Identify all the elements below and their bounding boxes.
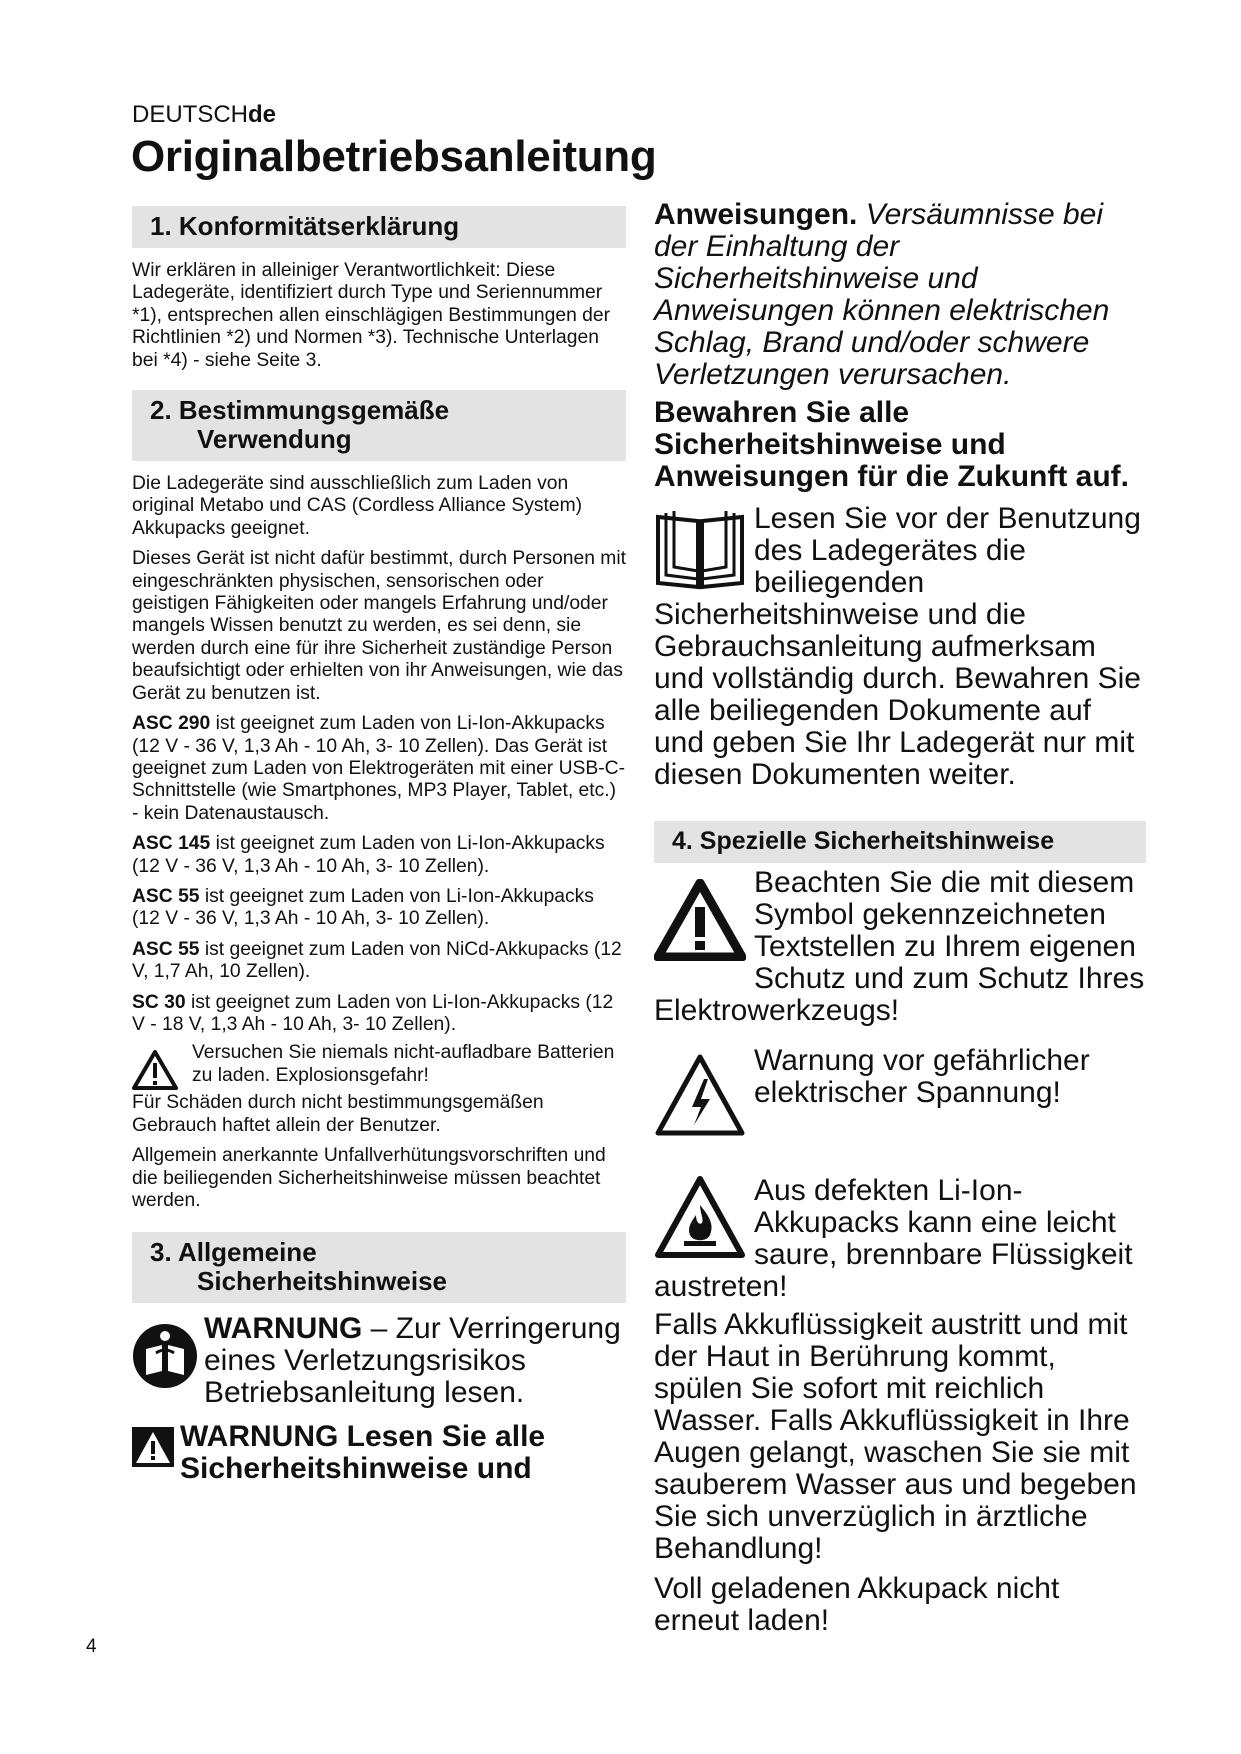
read-instructions-block: Lesen Sie vor der Benutzung des Ladegerätes die beiliegenden Sicherheitshinweise und die Gebrauchsanleitung aufmerksam und vollständig durch. Bewahren Sie alle beiliegenden Dokumente auf und geben Sie Ihr Ladegerät nur mit diesen Dokumenten weiter. bbox=[654, 503, 1141, 791]
model-paragraph: SC 30 ist geeignet zum Laden von Li-Ion-Akkupacks (12 V - 18 V, 1,3 Ah - 10 Ah, 3- 10 Zellen). bbox=[132, 991, 614, 1035]
warning-triangle-filled-icon bbox=[132, 1427, 174, 1467]
flammable-warning-block: Aus defekten Li-Ion-Akkupacks kann eine leicht saure, brennbare Flüssigkeit austreten! bbox=[654, 1175, 1133, 1303]
language-name: DEUTSCH bbox=[132, 101, 249, 128]
symbol-warning-block: Beachten Sie die mit diesem Symbol gekennzeichneten Textstellen zu Ihrem eigenen Schutz und zum Schutz Ihres Elektrowerkzeugs! bbox=[654, 867, 1145, 1027]
model-paragraph: ASC 290 ist geeignet zum Laden von Li-Ion-Akkupacks (12 V - 36 V, 1,3 Ah - 10 Ah, 3- 10 Zellen). Das Gerät ist geeignet zum Laden von Elektrogeräten mit einer USB-C-Schnittstelle (wie Smartphones, MP3 Player, Tablet, etc.) - kein Datenaustausch. bbox=[132, 713, 625, 824]
open-book-icon bbox=[654, 507, 746, 591]
flammable-icon bbox=[654, 1175, 746, 1259]
electric-shock-icon bbox=[654, 1053, 746, 1137]
page-number: 4 bbox=[86, 1636, 97, 1657]
right-column bbox=[654, 199, 1146, 1637]
section-heading-2: 2. Bestimmungsgemäße Verwendung bbox=[132, 390, 626, 461]
read-manual-warning: WARNUNG – Zur Verringerung eines Verletzungsrisikos Betriebsanleitung lesen. bbox=[132, 1313, 626, 1409]
left-column bbox=[132, 206, 626, 1485]
usage-text-1: Die Ladegeräte sind ausschließlich zum Laden von original Metabo und CAS (Cordless Alliance System) Akkupacks geeignet. bbox=[132, 473, 583, 539]
section-heading-4: 4. Spezielle Sicherheitshinweise bbox=[654, 821, 1146, 863]
section-heading-1: 1. Konformitätserklärung bbox=[132, 206, 626, 248]
model-paragraph: ASC 55 ist geeignet zum Laden von Li-Ion-Akkupacks (12 V - 36 V, 1,3 Ah - 10 Ah, 3- 10 Zellen). bbox=[132, 885, 594, 930]
liability-text: Für Schäden durch nicht bestimmungsgemäßen Gebrauch haftet allein der Benutzer. bbox=[132, 1092, 544, 1136]
model-paragraph: ASC 145 ist geeignet zum Laden von Li-Ion-Akkupacks (12 V - 36 V, 1,3 Ah - 10 Ah, 3- 10 Zellen). bbox=[132, 833, 605, 877]
page-title: Originalbetriebsanleitung bbox=[131, 132, 657, 181]
language-label bbox=[132, 101, 276, 129]
language-code: de bbox=[248, 101, 277, 128]
warning-triangle-icon bbox=[654, 879, 746, 961]
read-all-warning: WARNUNG Lesen Sie alle Sicherheitshinweise und bbox=[132, 1421, 626, 1485]
usage-text-2: Dieses Gerät ist nicht dafür bestimmt, durch Personen mit eingeschränkten physischen, sensorischen oder geistigen Fähigkeiten oder mangels Erfahrung und/oder mangels Wissen benutzt zu werden, es sei denn, sie werden durch eine für ihre Sicherheit zuständige Person beaufsichtigt oder erhielten von ihr Anweisungen, wie das Gerät zu benutzen ist. bbox=[132, 548, 627, 704]
battery-warning: Versuchen Sie niemals nicht-aufladbare Batterien zu laden. Explosionsgefahr! bbox=[132, 1042, 626, 1090]
battery-fluid-instructions: Falls Akkuflüssigkeit austritt und mit der Haut in Berührung kommt, spülen Sie sofort mit reichlich Wasser. Falls Akkuflüssigkeit in Ihre Augen gelangt, waschen Sie sie mit sauberem Wasser aus und begeben Sie sich unverzüglich in ärztliche Behandlung! bbox=[654, 1308, 1137, 1565]
accident-prevention-text: Allgemein anerkannte Unfallverhütungsvorschriften und die beiliegenden Sicherheitshinweise müssen beachtet werden. bbox=[132, 1145, 606, 1211]
keep-instructions: Bewahren Sie alle Sicherheitshinweise und Anweisungen für die Zukunft auf. bbox=[654, 396, 1129, 493]
warning-triangle-icon bbox=[132, 1050, 178, 1090]
conformity-text: Wir erklären in alleiniger Verantwortlichkeit: Diese Ladegeräte, identifiziert durch Type und Seriennummer *1), entsprechen allen einschlägigen Bestimmungen der Richtlinien *2) und Normen *3). Technische Unterlagen bei *4) - siehe Seite 3. bbox=[132, 260, 611, 371]
voltage-warning-block: Warnung vor gefährlicher elektrischer Spannung! bbox=[654, 1045, 1146, 1141]
no-recharge-note: Voll geladenen Akkupack nicht erneut laden! bbox=[654, 1572, 1060, 1637]
warning-continuation: Anweisungen. Versäumnisse bei der Einhaltung der Sicherheitshinweise und Anweisungen können elektrischen Schlag, Brand und/oder schwere Verletzungen verursachen. bbox=[654, 198, 1110, 391]
read-manual-icon bbox=[132, 1323, 198, 1389]
model-paragraph: ASC 55 ist geeignet zum Laden von NiCd-Akkupacks (12 V, 1,7 Ah, 10 Zellen). bbox=[132, 938, 622, 983]
section-heading-3: 3. Allgemeine Sicherheitshinweise bbox=[132, 1232, 626, 1303]
